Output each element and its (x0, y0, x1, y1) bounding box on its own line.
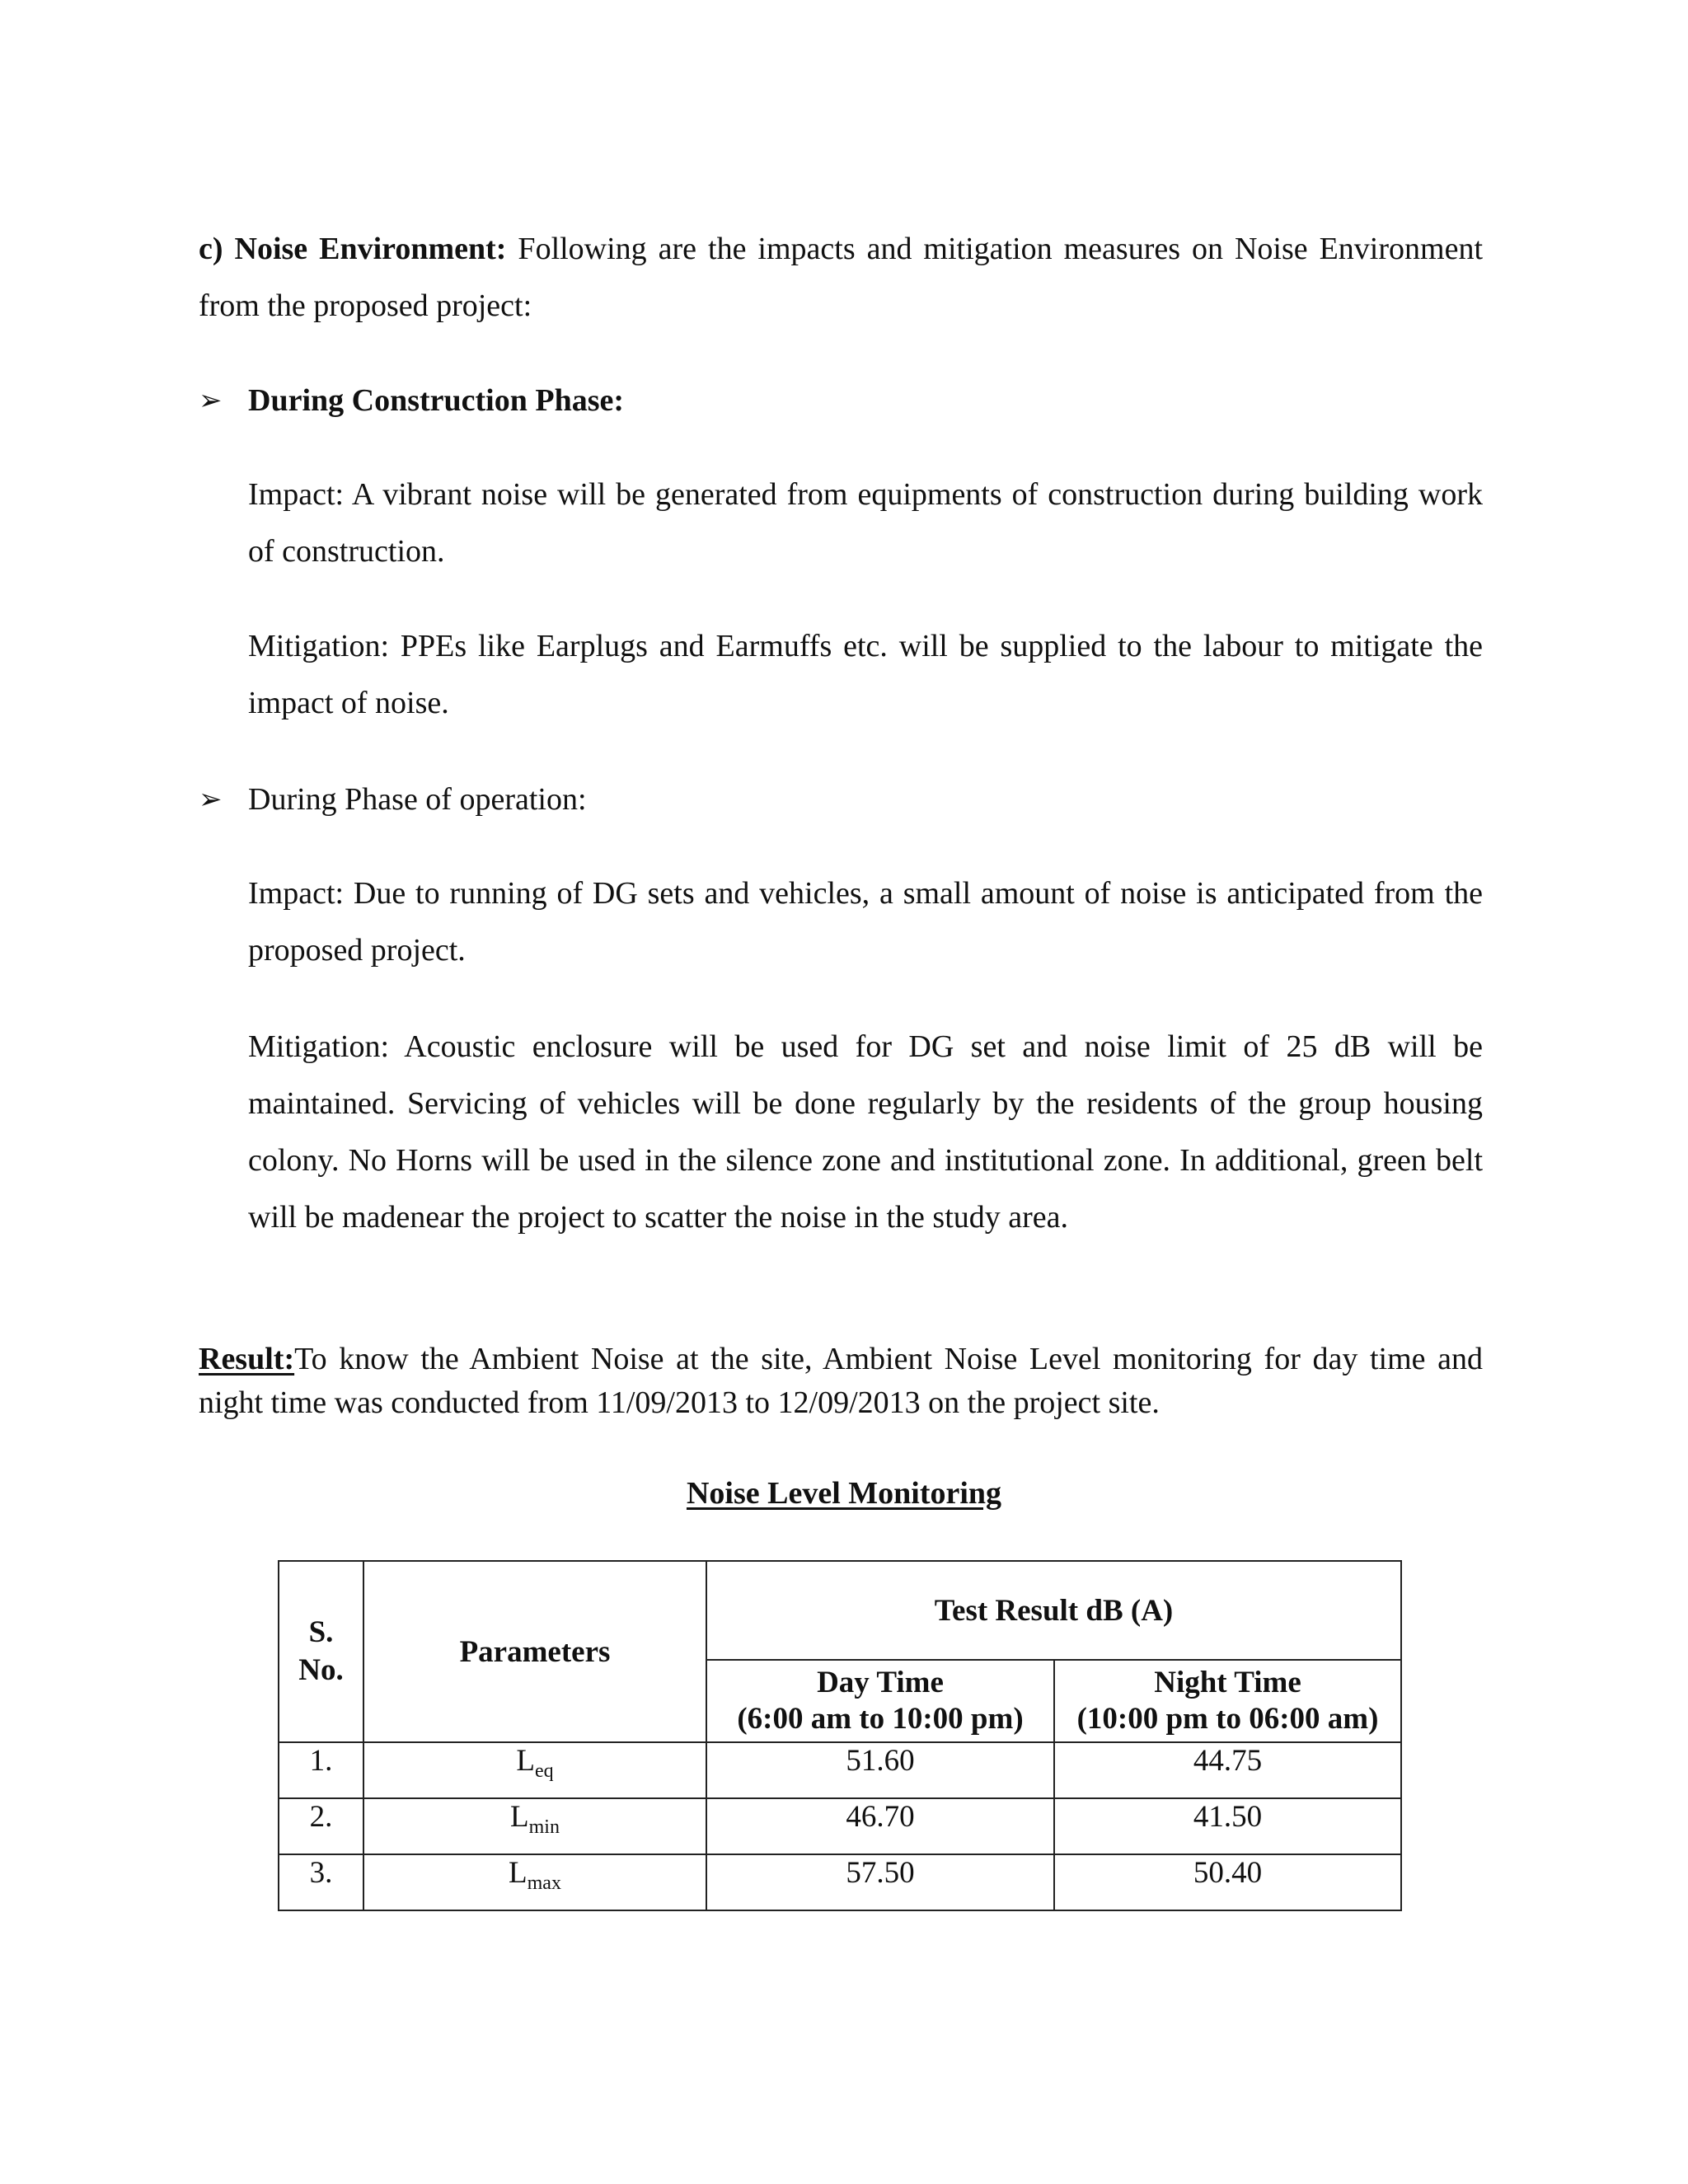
operation-phase-title: During Phase of operation: (248, 782, 587, 817)
cell-night: 41.50 (1054, 1798, 1401, 1854)
cell-day: 51.60 (706, 1742, 1054, 1798)
table-row (279, 1742, 1401, 1798)
table-title: Noise Level Monitoring (686, 1476, 1002, 1511)
header-day-time: Day Time (6:00 am to 10:00 pm) (706, 1660, 1054, 1742)
operation-mitigation: Mitigation: Acoustic enclosure will be used for DG set and noise limit of 25 dB will be maintained. Servicing of vehicles will be done regularly by the residents of the group housing colony. No Horns will be used in the silence zone and institutional zone. In additional, green belt will be madenear the project to scatter the noise in the study area. (248, 1029, 1483, 1235)
construction-mitigation: Mitigation: PPEs like Earplugs and Earmuffs etc. will be supplied to the labour to mitigate the impact of noise. (248, 629, 1483, 720)
header-sno: S. No. (279, 1561, 363, 1742)
header-night-time: Night Time (10:00 pm to 06:00 am) (1054, 1660, 1401, 1742)
cell-day: 46.70 (706, 1798, 1054, 1854)
cell-night: 50.40 (1054, 1854, 1401, 1910)
cell-parameter: $L_{min}$ (363, 1798, 706, 1854)
cell-sno: 2. (279, 1798, 363, 1854)
arrow-bullet-icon: ➢ (199, 783, 223, 816)
section-heading: c) Noise Environment: (199, 232, 507, 266)
cell-parameter: $L_{eq}$ (363, 1742, 706, 1798)
header-test-result: Test Result dB (A) (706, 1561, 1401, 1660)
result-label: Result: (199, 1342, 295, 1376)
cell-day: 57.50 (706, 1854, 1054, 1910)
cell-night: 44.75 (1054, 1742, 1401, 1798)
operation-impact: Impact: Due to running of DG sets and vehicles, a small amount of noise is anticipated from the proposed project. (248, 876, 1483, 968)
table-row (279, 1798, 1401, 1854)
construction-phase-title: During Construction Phase: (248, 383, 625, 418)
table-row (279, 1854, 1401, 1910)
result-paragraph (199, 1338, 1483, 1425)
arrow-bullet-icon: ➢ (199, 384, 223, 417)
cell-sno: 1. (279, 1742, 363, 1798)
bullet-construction (199, 373, 624, 429)
result-text: To know the Ambient Noise at the site, Ambient Noise Level monitoring for day time and night time was conducted from 11/09/2013 to 12/09/2013 on the project site. (199, 1342, 1483, 1420)
cell-sno: 3. (279, 1854, 363, 1910)
section-intro-text: Following are the impacts and mitigation measures on Noise Environment from the proposed project: (199, 232, 1483, 323)
section-intro (199, 221, 1483, 335)
noise-level-table (278, 1560, 1402, 1911)
cell-parameter: $L_{max}$ (363, 1854, 706, 1910)
construction-impact: Impact: A vibrant noise will be generated from equipments of construction during building work of construction. (248, 477, 1483, 569)
bullet-operation (199, 771, 587, 828)
header-parameters: Parameters (363, 1561, 706, 1742)
